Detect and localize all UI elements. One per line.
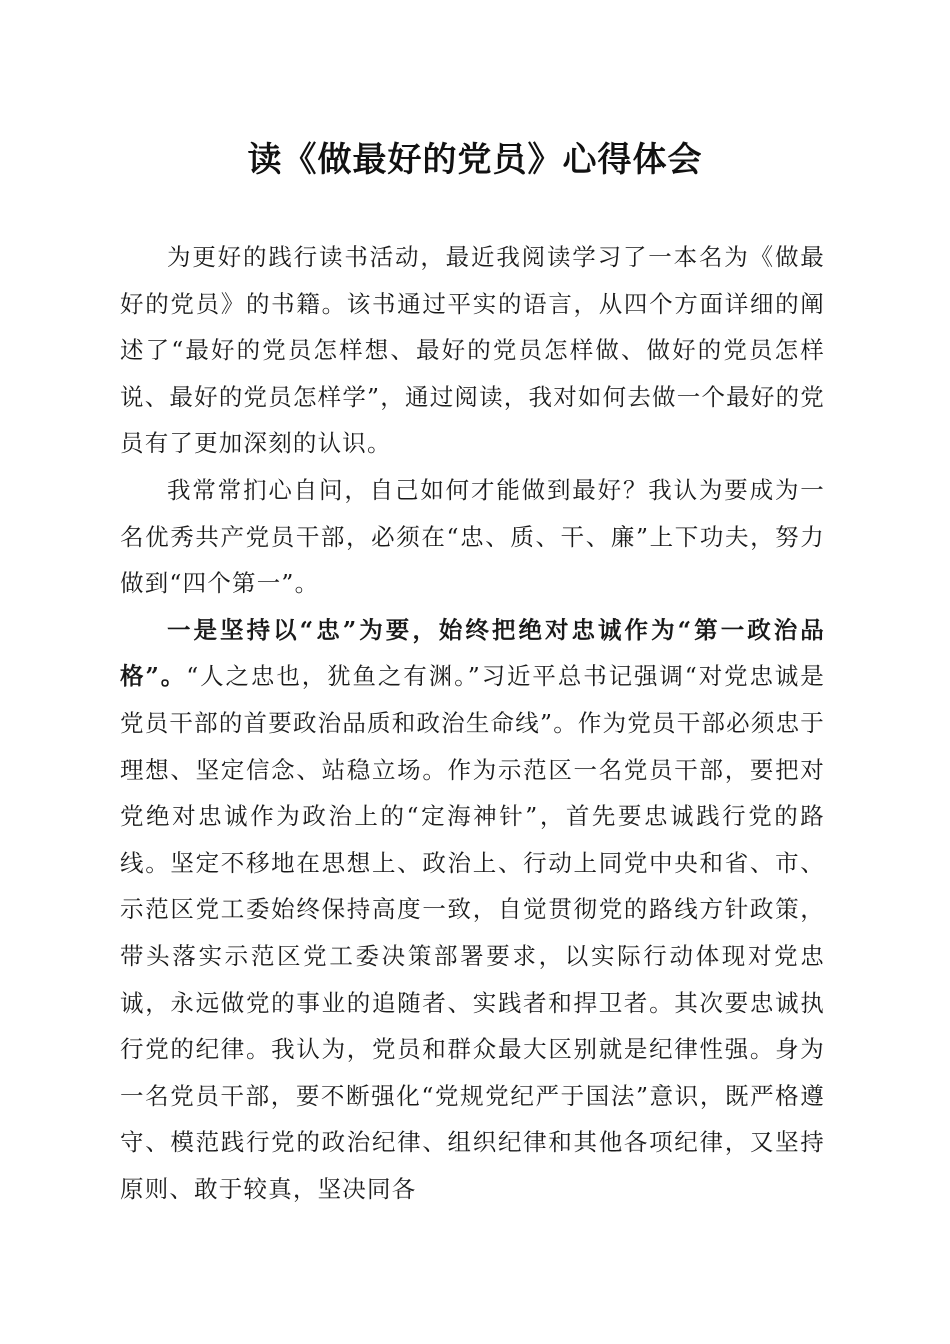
document-title: 读《做最好的党员》心得体会: [247, 140, 703, 180]
paragraph-intro: [120, 234, 825, 467]
paragraph-loyalty: [120, 607, 825, 1213]
paragraph-text: 我常常扪心自问，自己如何才能做到最好？我认为要成为一名优秀共产党员干部，必须在“忠、质、干、廉”上下功夫，努力做到“四个第一”。: [120, 475, 825, 598]
paragraph-lead: 一是坚持以“忠”为要，始终把绝对忠诚作为“第一政治品格”。: [120, 615, 825, 691]
document-body: [120, 234, 825, 1212]
paragraph-reflection: [120, 467, 825, 607]
paragraph-text: 为更好的践行读书活动，最近我阅读学习了一本名为《做最好的党员》的书籍。该书通过平实的语言，从四个方面详细的阐述了“最好的党员怎样想、最好的党员怎样做、做好的党员怎样说、最好的党员怎样学”，通过阅读，我对如何去做一个最好的党员有了更加深刻的认识。: [120, 243, 825, 458]
paragraph-text: “人之忠也，犹鱼之有渊。”习近平总书记强调“对党忠诚是党员干部的首要政治品质和政治生命线”。作为党员干部必须忠于理想、坚定信念、站稳立场。作为示范区一名党员干部，要把对党绝对忠诚作为政治上的“定海神针”，首先要忠诚践行党的路线。坚定不移地在思想上、政治上、行动上同党中央和省、市、示范区党工委始终保持高度一致，自觉贯彻党的路线方针政策，带头落实示范区党工委决策部署要求，以实际行动体现对党忠诚，永远做党的事业的追随者、实践者和捍卫者。其次要忠诚执行党的纪律。我认为，党员和群众最大区别就是纪律性强。身为一名党员干部，要不断强化“党规党纪严于国法”意识，既严格遵守、模范践行党的政治纪律、组织纪律和其他各项纪律，又坚持原则、敢于较真，坚决同各: [120, 662, 825, 1203]
